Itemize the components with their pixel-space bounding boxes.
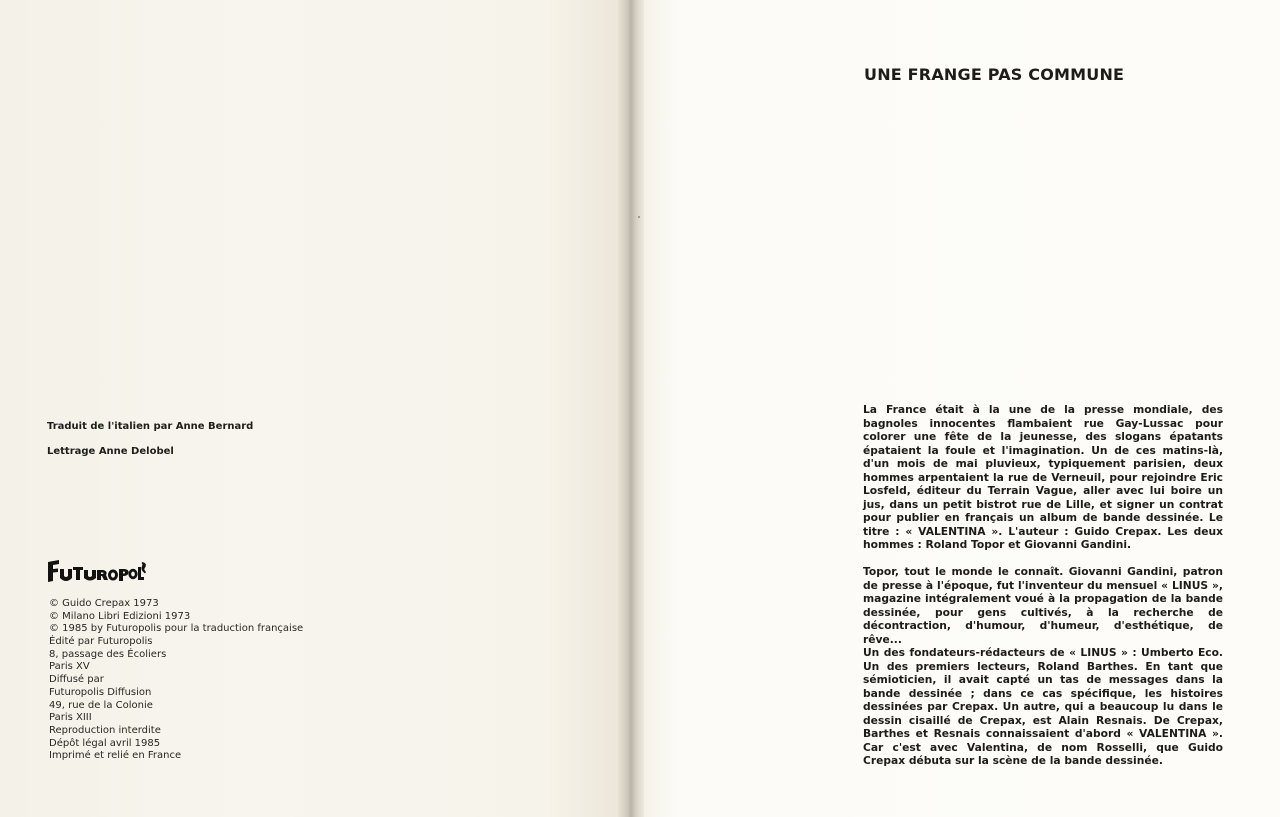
publisher-info [49,598,303,763]
book-gutter [618,0,644,817]
left-page [0,0,622,817]
paragraph: La France était à la une de la presse mondiale, des bagnoles innocentes flambaient rue Gay-Lussac pour colorer une fête de la jeunesse, des slogans épatants épataient la foule et l'imagination. Un de ces matins-là, d'un mois de mai pluvieux, typiquement parisien, deux hommes arpentaient la rue de Verneuil, pour rejoindre Eric Losfeld, éditeur du Terrain Vague, aller avec lui boire un jus, dans un petit bistrot rue de Lille, et signer un contrat pour publier en français un album de bande dessinée. Le titre : « VALENTINA ». L'auteur : Guido Crepax. Les deux hommes : Roland Topor et Giovanni Gandini. [863,403,1223,551]
publisher-line: Imprimé et relié en France [49,750,182,762]
publisher-line: Futuropolis Diffusion [49,686,152,698]
publisher-line: 8, passage des Écoliers [49,648,167,660]
preface-text [863,403,1223,768]
lettering-credit: Lettrage Anne Delobel [47,446,174,457]
publisher-line: Paris XIII [49,712,92,724]
publisher-line: © 1985 by Futuropolis pour la traduction française [49,623,304,635]
publisher-line: Reproduction interdite [49,724,161,736]
publisher-line: Diffusé par [49,674,104,686]
publisher-line: Édité par Futuropolis [49,636,153,648]
futuropolis-logo [47,560,147,584]
publisher-line: 49, rue de la Colonie [49,699,153,711]
paragraph: Un des fondateurs-rédacteurs de « LINUS » : Umberto Eco. Un des premiers lecteurs, Roland Barthes. En tant que sémioticien, il avait capté un tas de messages dans la bande dessinée ; dans ce cas spécifique, les histoires dessinées par Crepax. Un autre, qui a beaucoup lu dans le dessin cisaillé de Crepax, est Alain Resnais. De Crepax, Barthes et Resnais connaissaient d'abord « VALENTINA ». Car c'est avec Valentina, de nom Rosselli, que Guido Crepax débuta sur la scène de la bande dessinée. [863,646,1223,767]
paper-speck [638,216,640,218]
chapter-title: UNE FRANGE PAS COMMUNE [864,65,1125,84]
translation-credit: Traduit de l'italien par Anne Bernard [47,421,254,432]
logo-text: FUTUROPOLIS [47,560,55,561]
publisher-line: Dépôt légal avril 1985 [49,737,161,749]
publisher-line: © Guido Crepax 1973 [49,598,159,609]
paragraph: Topor, tout le monde le connaît. Giovanni Gandini, patron de presse à l'époque, fut l'inventeur du mensuel « LINUS », magazine intégralement voué à la propagation de la bande dessinée, pour gens cultivés, à la recherche de décontraction, d'humour, d'humeur, d'esthétique, de rêve... [863,565,1223,646]
publisher-line: Paris XV [49,661,90,673]
publisher-line: © Milano Libri Edizioni 1973 [49,610,191,622]
